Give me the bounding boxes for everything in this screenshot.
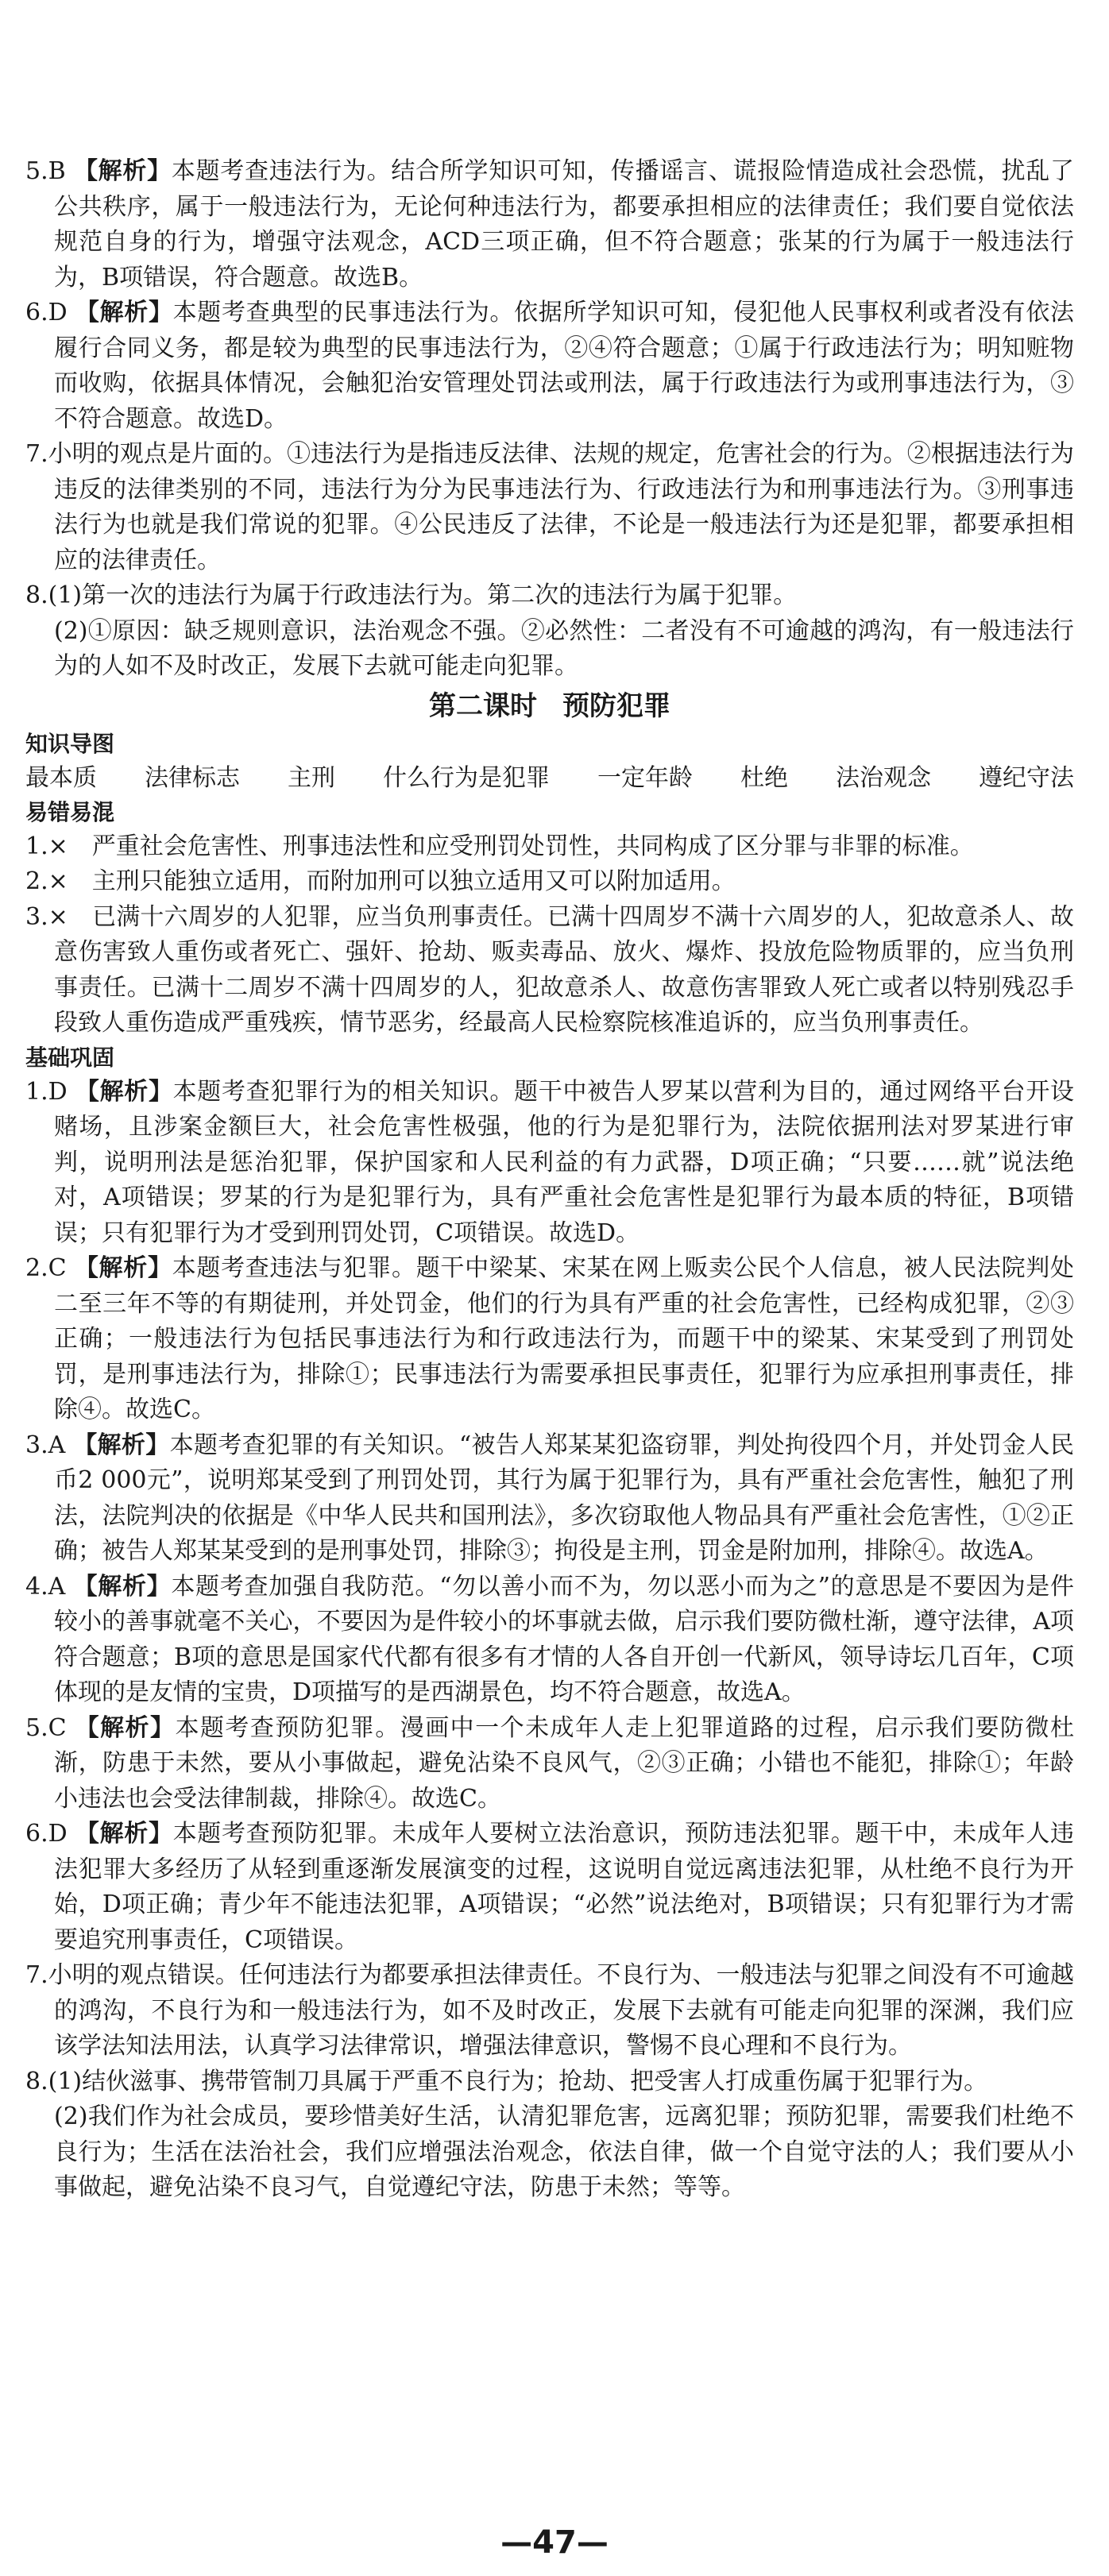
keyword: 主刑: [288, 763, 335, 792]
keyword: 什么行为是犯罪: [383, 763, 550, 792]
basics-item: 8.(1)结伙滋事、携带管制刀具属于严重不良行为；抢劫、把受害人打成重伤属于犯罪行为。: [25, 2067, 988, 2095]
keyword: 法律标志: [145, 763, 240, 792]
answer-item-5: 5.B 【解析】本题考查违法行为。结合所学知识可知，传播谣言、谎报险情造成社会恐慌，扰乱了公共秩序，属于一般违法行为，无论何种违法行为，都要承担相应的法律责任；我们要自觉依法规范自身的行为，增强守法观念，ACD三项正确，但不符合题意；张某的行为属于一般违法行为，B项错误，符合题意。故选B。: [25, 157, 1074, 292]
basics-heading: 基础巩固: [25, 1044, 115, 1071]
basics-item: 3.A 【解析】本题考查犯罪的有关知识。“被告人郑某某犯盗窃罪，判处拘役四个月，并处罚金人民币2 000元”，说明郑某受到了刑罚处罚，其行为属于犯罪行为，具有严重社会危害性，触犯了刑法，法院判决的依据是《中华人民共和国刑法》，多次窃取他人物品具有严重社会危害性，①②正确；被告人郑某某受到的是刑事处罚，排除③；拘役是主刑，罚金是附加刑，排除④。故选A。: [25, 1431, 1074, 1565]
confusion-heading: 易错易混: [25, 798, 115, 825]
basics-item: 6.D 【解析】本题考查预防犯罪。未成年人要树立法治意识，预防违法犯罪。题干中，未成年人违法犯罪大多经历了从轻到重逐渐发展演变的过程，这说明自觉远离违法犯罪，从杜绝不良行为开始，D项正确；青少年不能违法犯罪，A项错误；“必然”说法绝对，B项错误；只有犯罪行为才需要追究刑事责任，C项错误。: [25, 1820, 1075, 1954]
page-number: —47—: [500, 2524, 609, 2561]
keyword: 一定年龄: [597, 763, 693, 792]
basics-item: 2.C 【解析】本题考查违法与犯罪。题干中梁某、宋某在网上贩卖公民个人信息，被人民法院判处二至三年不等的有期徒刑，并处罚金，他们的行为具有严重的社会危害性，已经构成犯罪，②③正确；一般违法行为包括民事违法行为和行政违法行为，而题干中的梁某、宋某受到了刑罚处罚，是刑事违法行为，排除①；民事违法行为需要承担民事责任，犯罪行为应承担刑事责任，排除④。故选C。: [25, 1254, 1075, 1423]
keyword: 杜绝: [740, 763, 788, 792]
lesson-title: 预防犯罪: [562, 689, 670, 722]
basics-item-8-part2: (2)我们作为社会成员，要珍惜美好生活，认清犯罪危害，远离犯罪；预防犯罪，需要我们杜绝不良行为；生活在法治社会，我们应增强法治观念，依法自律，做一个自觉守法的人；我们要从小事做起，避免沾染不良习气，自觉遵纪守法，防患于未然；等等。: [54, 2103, 1074, 2201]
basics-item: 1.D 【解析】本题考查犯罪行为的相关知识。题干中被告人罗某以营利为目的，通过网络平台开设赌场，且涉案金额巨大，社会危害性极强，他的行为是犯罪行为，法院依据刑法对罗某进行审判，说明刑法是惩治犯罪，保护国家和人民利益的有力武器，D项正确；“只要……就”说法绝对，A项错误；罗某的行为是犯罪行为，具有严重社会危害性是犯罪行为最本质的特征，B项错误；只有犯罪行为才受到刑罚处罚，C项错误。故选D。: [25, 1077, 1075, 1247]
basics-item: 7.小明的观点错误。任何违法行为都要承担法律责任。不良行为、一般违法与犯罪之间没有不可逾越的鸿沟，不良行为和一般违法行为，如不及时改正，发展下去就有可能走向犯罪的深渊，我们应该学法知法用法，认真学习法律常识，增强法律意识，警惕不良心理和不良行为。: [25, 1961, 1074, 2060]
lesson-label: 第二课时: [429, 689, 537, 722]
answer-item-7: 7.小明的观点是片面的。①违法行为是指违反法律、法规的规定，危害社会的行为。②根据违法行为违反的法律类别的不同，违法行为分为民事违法行为、行政违法行为和刑事违法行为。③刑事违法行为也就是我们常说的犯罪。④公民违反了法律，不论是一般违法行为还是犯罪，都要承担相应的法律责任。: [25, 440, 1074, 574]
basics-item: 5.C 【解析】本题考查预防犯罪。漫画中一个未成年人走上犯罪道路的过程，启示我们要防微杜渐，防患于未然，要从小事做起，避免沾染不良风气，②③正确；小错也不能犯，排除①；年龄小违法也会受法律制裁，排除④。故选C。: [25, 1713, 1074, 1813]
confusion-list: [25, 829, 1074, 1041]
section-title: [25, 686, 1074, 726]
confusion-item: 1.× 严重社会危害性、刑事违法性和应受刑罚处罚性，共同构成了区分罪与非罪的标准。: [25, 832, 974, 860]
cross-mark: ×: [48, 902, 68, 931]
cross-mark: ×: [48, 867, 68, 895]
basics-list: [25, 1075, 1074, 2206]
keyword: 法治观念: [836, 763, 931, 792]
top-answers: [25, 154, 1074, 685]
knowledge-map-keywords: [25, 761, 1074, 796]
basics-item: 4.A 【解析】本题考查加强自我防范。“勿以善小而不为，勿以恶小而为之”的意思是不要因为是件较小的善事就毫不关心，不要因为是件较小的坏事就去做，启示我们要防微杜渐，遵守法律，A项符合题意；B项的意思是国家代代都有很多有才情的人各自开创一代新风，领导诗坛几百年，C项体现的是友情的宝贵，D项描写的是西湖景色，均不符合题意，故选A。: [25, 1572, 1074, 1706]
answer-item-6: 6.D 【解析】本题考查典型的民事违法行为。依据所学知识可知，侵犯他人民事权利或者没有依法履行合同义务，都是较为典型的民事违法行为，②④符合题意；①属于行政违法行为；明知赃物而收购，依据具体情况，会触犯治安管理处罚法或刑法，属于行政违法行为或刑事违法行为，③不符合题意。故选D。: [25, 299, 1075, 433]
knowledge-map-heading: 知识导图: [25, 730, 115, 757]
confusion-item: 3.× 已满十六周岁的人犯罪，应当负刑事责任。已满十四周岁不满十六周岁的人，犯故意杀人、故意伤害致人重伤或者死亡、强奸、抢劫、贩卖毒品、放火、爆炸、投放危险物质罪的，应当负刑事责任。已满十二周岁不满十四周岁的人，犯故意杀人、故意伤害罪致人死亡或者以特别残忍手段致人重伤造成严重残疾，情节恶劣，经最高人民检察院核准追诉的，应当负刑事责任。: [25, 902, 1074, 1037]
answer-item-8-part2: (2)①原因：缺乏规则意识，法治观念不强。②必然性：二者没有不可逾越的鸿沟，有一般违法行为的人如不及时改正，发展下去就可能走向犯罪。: [54, 616, 1074, 680]
keyword: 最本质: [25, 763, 97, 792]
cross-mark: ×: [48, 832, 68, 860]
confusion-item: 2.× 主刑只能独立适用，而附加刑可以独立适用又可以附加适用。: [25, 867, 736, 895]
answer-item-8: 8.(1)第一次的违法行为属于行政违法行为。第二次的违法行为属于犯罪。: [25, 581, 798, 609]
keyword: 遵纪守法: [979, 763, 1074, 792]
